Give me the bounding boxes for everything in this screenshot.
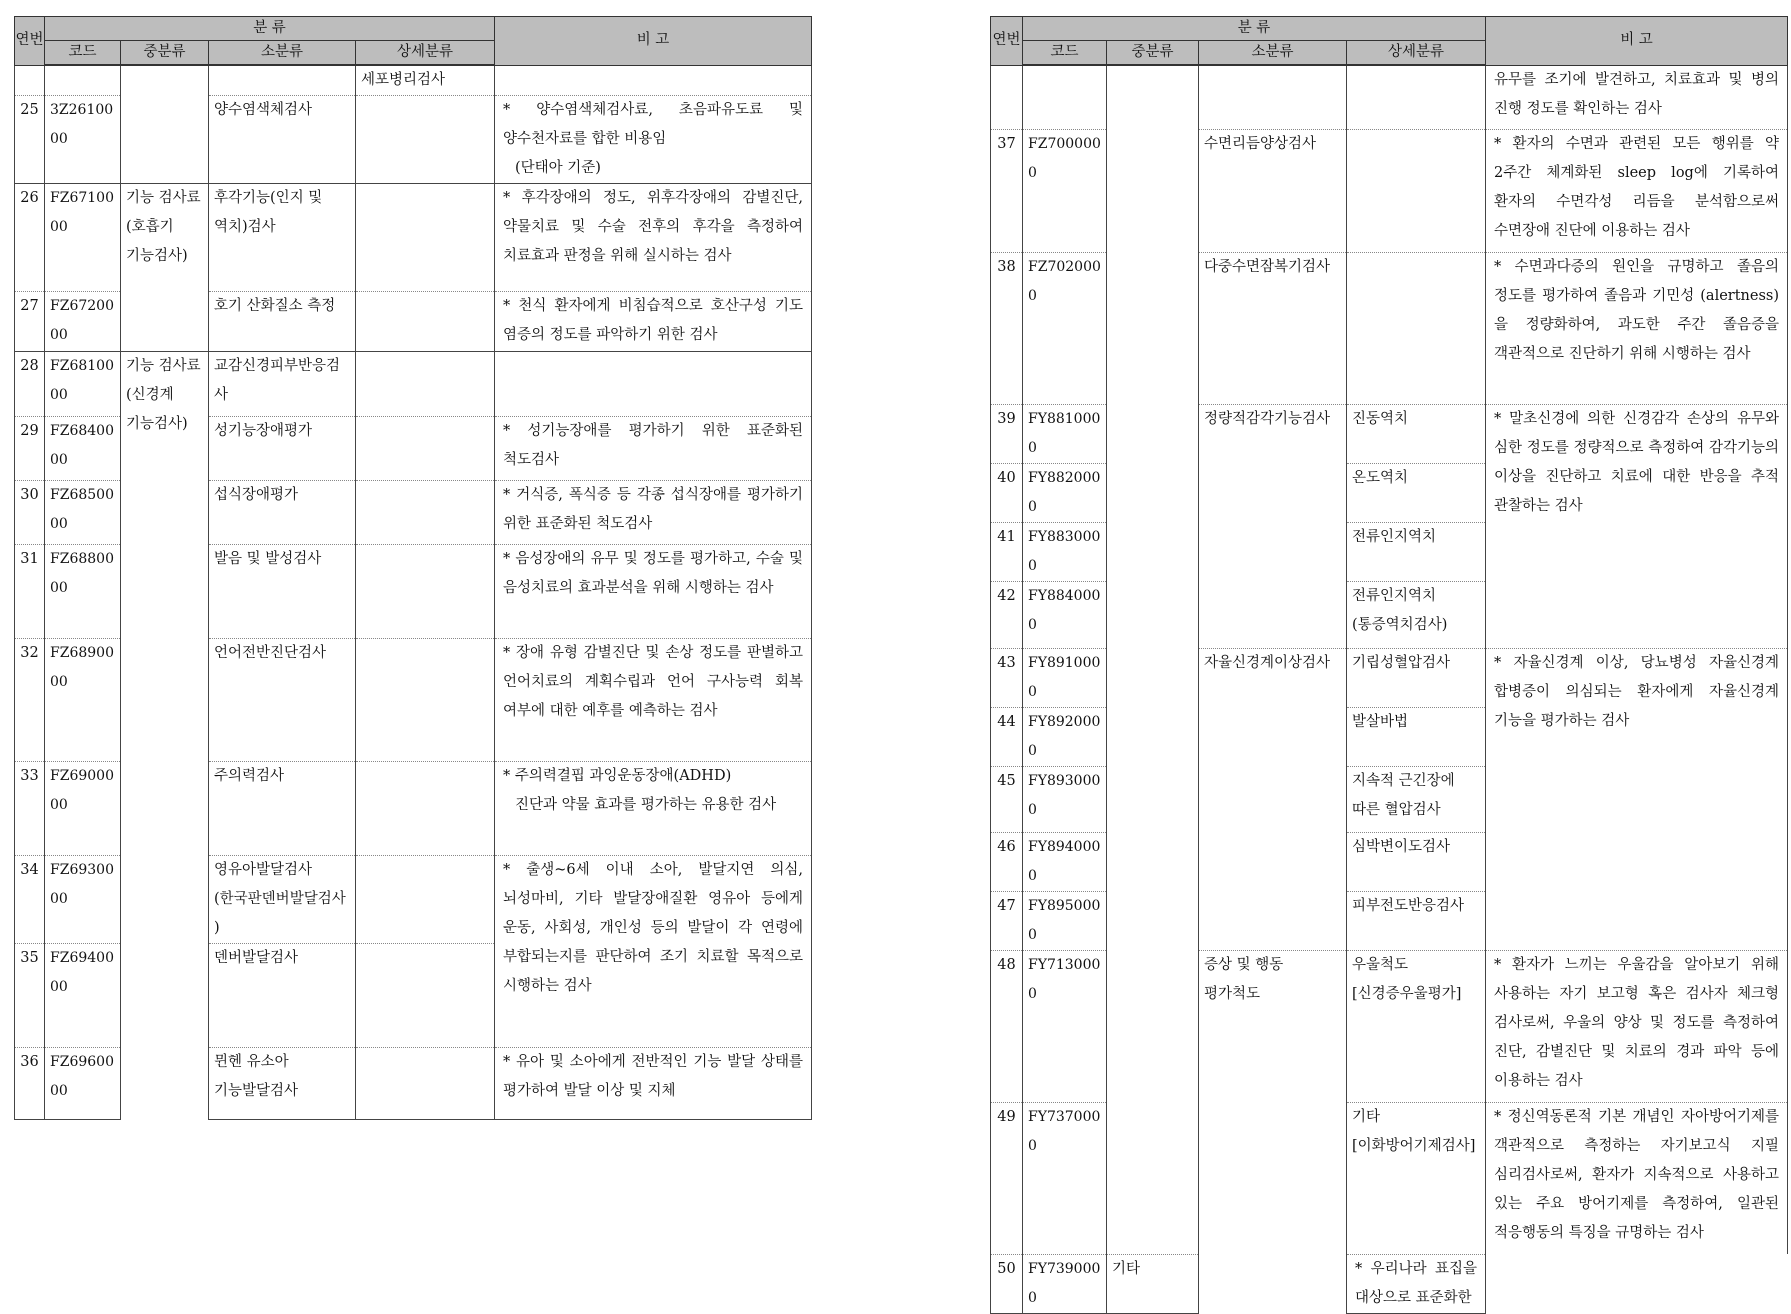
code-cell: FZ6960000 bbox=[45, 1048, 121, 1120]
row-number: 41 bbox=[991, 522, 1023, 581]
detail-cell: 우울척도 [신경증우울평가] bbox=[1347, 950, 1486, 1102]
code-cell: FY8940000 bbox=[1023, 832, 1107, 891]
detail-cell: 전류인지역치 (통증역치검사) bbox=[1347, 581, 1486, 648]
row-number: 43 bbox=[991, 648, 1023, 707]
table-row bbox=[15, 352, 812, 417]
detail-cell: 진동역치 bbox=[1347, 404, 1486, 463]
header-group: 분 류 bbox=[1023, 17, 1486, 41]
row-number: 45 bbox=[991, 766, 1023, 832]
header-detail: 상세분류 bbox=[1347, 41, 1486, 66]
table-row bbox=[15, 184, 812, 292]
code-cell: FZ6710000 bbox=[45, 184, 121, 292]
mid-cell: 기능 검사료 (신경계 기능검사) bbox=[121, 352, 209, 1120]
code-cell: FZ6850000 bbox=[45, 481, 121, 545]
sub-cell: 섭식장애평가 bbox=[209, 481, 356, 545]
code-cell: FY8820000 bbox=[1023, 463, 1107, 522]
code-cell: FZ6890000 bbox=[45, 639, 121, 762]
detail-cell: 기타 [이화방어기제검사] bbox=[1347, 1102, 1486, 1254]
sub-cell: 주의력검사 bbox=[209, 762, 356, 856]
remark-cell: * 거식증, 폭식증 등 각종 섭식장애를 평가하기 위한 표준화된 척도검사 bbox=[495, 481, 812, 545]
sub-cell: 성기능장애평가 bbox=[209, 417, 356, 481]
remark-cell: * 자율신경계 이상, 당뇨병성 자율신경계 합병증이 의심되는 환자에게 자율신경계 기능을 평가하는 검사 bbox=[1486, 648, 1788, 950]
sub-cell: 뮌헨 유소아 기능발달검사 bbox=[209, 1048, 356, 1120]
remark-cell: * 정신역동론적 기본 개념인 자아방어기제를 객관적으로 측정하는 자기보고식 지필 심리검사로써, 환자가 지속적으로 사용하고 있는 주요 방어기제를 측정하여, 일관된 적응행동의 특징을 규명하는 검사 bbox=[1486, 1102, 1788, 1254]
sub-cell: 정량적감각기능검사 bbox=[1199, 404, 1347, 648]
detail-cell: 온도역치 bbox=[1347, 463, 1486, 522]
row-number: 40 bbox=[991, 463, 1023, 522]
code-cell: FY7370000 bbox=[1023, 1102, 1107, 1254]
row-number: 29 bbox=[15, 417, 45, 481]
row-number: 31 bbox=[15, 545, 45, 639]
code-cell: FY8830000 bbox=[1023, 522, 1107, 581]
remark-cell: * 말초신경에 의한 신경감각 손상의 유무와 심한 정도를 정량적으로 측정하여 감각기능의 이상을 진단하고 치료에 대한 반응을 추적 관찰하는 검사 bbox=[1486, 404, 1788, 648]
left-table bbox=[14, 16, 812, 1120]
row-number: 38 bbox=[991, 252, 1023, 404]
detail-cell: 전류인지역치 bbox=[1347, 522, 1486, 581]
remark-text: 진단과 약물 효과를 평가하는 유용한 검사 bbox=[515, 797, 777, 813]
row-number: 33 bbox=[15, 762, 45, 856]
code-cell: FZ6940000 bbox=[45, 944, 121, 1048]
row-number: 32 bbox=[15, 639, 45, 762]
sub-cell: 수면리듬양상검사 bbox=[1199, 129, 1347, 252]
row-number: 44 bbox=[991, 707, 1023, 766]
row-number: 46 bbox=[991, 832, 1023, 891]
sub-cell: 자율신경계이상검사 bbox=[1199, 648, 1347, 950]
remark-cell: * 장애 유형 감별진단 및 손상 정도를 판별하고 언어치료의 계획수립과 언어 구사능력 회복 여부에 대한 예후를 예측하는 검사 bbox=[495, 639, 812, 762]
remark-cell: * 출생~6세 이내 소아, 발달지연 의심, 뇌성마비, 기타 발달장애질환 영유아 등에게 운동, 사회성, 개인성 등의 발달이 각 연령에 부합되는지를 판단하여 조기 치료할 목적으로 시행하는 검사 bbox=[495, 856, 812, 1048]
header-group: 분 류 bbox=[45, 17, 495, 41]
code-cell: FY8840000 bbox=[1023, 581, 1107, 648]
remark-cell: * 환자의 수면과 관련된 모든 행위를 약 2주간 체계화된 sleep log에 기록하여 환자의 수면각성 리듬을 분석함으로써 수면장애 진단에 이용하는 검사 bbox=[1486, 129, 1788, 252]
detail-cell: 지속적 근긴장에 따른 혈압검사 bbox=[1347, 766, 1486, 832]
row-number: 30 bbox=[15, 481, 45, 545]
code-cell: FZ6900000 bbox=[45, 762, 121, 856]
sub-cell: 양수염색체검사 bbox=[209, 96, 356, 184]
sub-cell: 영유아발달검사 (한국판덴버발달검사) bbox=[209, 856, 356, 944]
table-row bbox=[15, 65, 812, 96]
right-table bbox=[990, 16, 1788, 1314]
sub-cell: 발음 및 발성검사 bbox=[209, 545, 356, 639]
remark-cell: * 우리나라 표집을 대상으로 표준화한 bbox=[1347, 1254, 1486, 1313]
sub-cell: 교감신경피부반응검사 bbox=[209, 352, 356, 417]
remark-cell: * 수면과다증의 원인을 규명하고 졸음의 정도를 평가하여 졸음과 기민성 (alertness)을 정량화하여, 과도한 주간 졸음증을 객관적으로 진단하기 위해 시행하는 검사 bbox=[1486, 252, 1788, 404]
remark-text: * 주의력결핍 과잉운동장애(ADHD) bbox=[503, 768, 732, 784]
row-number: 37 bbox=[991, 129, 1023, 252]
code-cell: FZ6880000 bbox=[45, 545, 121, 639]
header-remark: 비 고 bbox=[1486, 17, 1788, 66]
header-detail: 상세분류 bbox=[356, 41, 495, 66]
remark-cell: * 음성장애의 유무 및 정도를 평가하고, 수술 및 음성치료의 효과분석을 위해 시행하는 검사 bbox=[495, 545, 812, 639]
mid-cell: 기능 검사료 (호흡기 기능검사) bbox=[121, 184, 209, 352]
sub-cell: 다중수면잠복기검사 bbox=[1199, 252, 1347, 404]
row-number: 27 bbox=[15, 292, 45, 352]
remark-cell bbox=[495, 96, 812, 184]
sub-cell: 후각기능(인지 및 역치)검사 bbox=[209, 184, 356, 292]
row-number: 26 bbox=[15, 184, 45, 292]
code-cell: 3Z2610000 bbox=[45, 96, 121, 184]
code-cell: FY8950000 bbox=[1023, 891, 1107, 950]
row-number: 36 bbox=[15, 1048, 45, 1120]
detail-cell: 심박변이도검사 bbox=[1347, 832, 1486, 891]
code-cell: FZ6720000 bbox=[45, 292, 121, 352]
header-remark: 비 고 bbox=[495, 17, 812, 66]
remark-cell: 유무를 조기에 발견하고, 치료효과 및 병의 진행 정도를 확인하는 검사 bbox=[1486, 65, 1788, 129]
row-number: 50 bbox=[991, 1254, 1023, 1313]
row-number: 34 bbox=[15, 856, 45, 944]
row-number: 35 bbox=[15, 944, 45, 1048]
code-cell: FY8930000 bbox=[1023, 766, 1107, 832]
detail-cell: 발살바법 bbox=[1347, 707, 1486, 766]
remark-cell: * 성기능장애를 평가하기 위한 표준화된 척도검사 bbox=[495, 417, 812, 481]
table-row bbox=[991, 65, 1788, 129]
remark-cell: * 환자가 느끼는 우울감을 알아보기 위해 사용하는 자기 보고형 혹은 검사자 체크형 검사로써, 우울의 양상 및 정도를 측정하여 진단, 감별진단 및 치료의 경과 파악 등에 이용하는 검사 bbox=[1486, 950, 1788, 1102]
header-code: 코드 bbox=[1023, 41, 1107, 66]
code-cell: FZ6840000 bbox=[45, 417, 121, 481]
code-cell: FZ6810000 bbox=[45, 352, 121, 417]
header-sub: 소분류 bbox=[209, 41, 356, 66]
row-number: 28 bbox=[15, 352, 45, 417]
header-mid: 중분류 bbox=[121, 41, 209, 66]
header-mid: 중분류 bbox=[1107, 41, 1199, 66]
table-row bbox=[991, 1254, 1788, 1313]
remark-cell: * 유아 및 소아에게 전반적인 기능 발달 상태를 평가하여 발달 이상 및 지체 bbox=[495, 1048, 812, 1120]
detail-cell: 기립성혈압검사 bbox=[1347, 648, 1486, 707]
detail-cell: 기타 bbox=[1107, 1254, 1199, 1313]
header-no: 연번 bbox=[15, 17, 45, 66]
sub-cell: 호기 산화질소 측정 bbox=[209, 292, 356, 352]
code-cell: FZ6930000 bbox=[45, 856, 121, 944]
remark-text: * 양수염색체검사료, 초음파유도료 및 양수천자료를 합한 비용임 bbox=[503, 102, 803, 147]
header-code: 코드 bbox=[45, 41, 121, 66]
row-number: 47 bbox=[991, 891, 1023, 950]
remark-text: (단태아 기준) bbox=[515, 160, 601, 176]
header-sub: 소분류 bbox=[1199, 41, 1347, 66]
code-cell: FY7130000 bbox=[1023, 950, 1107, 1102]
code-cell: FZ7000000 bbox=[1023, 129, 1107, 252]
code-cell: FZ7020000 bbox=[1023, 252, 1107, 404]
remark-cell: * 후각장애의 정도, 위후각장애의 감별진단, 약물치료 및 수술 전후의 후각을 측정하여 치료효과 판정을 위해 실시하는 검사 bbox=[495, 184, 812, 292]
row-number: 48 bbox=[991, 950, 1023, 1102]
row-number: 25 bbox=[15, 96, 45, 184]
code-cell: FY8920000 bbox=[1023, 707, 1107, 766]
code-cell: FY8810000 bbox=[1023, 404, 1107, 463]
detail-cell: 피부전도반응검사 bbox=[1347, 891, 1486, 950]
detail-cell: 세포병리검사 bbox=[356, 65, 495, 96]
sub-cell: 덴버발달검사 bbox=[209, 944, 356, 1048]
sub-cell: 언어전반진단검사 bbox=[209, 639, 356, 762]
code-cell: FY8910000 bbox=[1023, 648, 1107, 707]
header-no: 연번 bbox=[991, 17, 1023, 66]
code-cell: FY7390000 bbox=[1023, 1254, 1107, 1313]
row-number: 42 bbox=[991, 581, 1023, 648]
remark-cell bbox=[495, 762, 812, 856]
row-number: 49 bbox=[991, 1102, 1023, 1254]
row-number: 39 bbox=[991, 404, 1023, 463]
remark-cell: * 천식 환자에게 비침습적으로 호산구성 기도 염증의 정도를 파악하기 위한 검사 bbox=[495, 292, 812, 352]
sub-cell: 증상 및 행동 평가척도 bbox=[1199, 950, 1347, 1313]
